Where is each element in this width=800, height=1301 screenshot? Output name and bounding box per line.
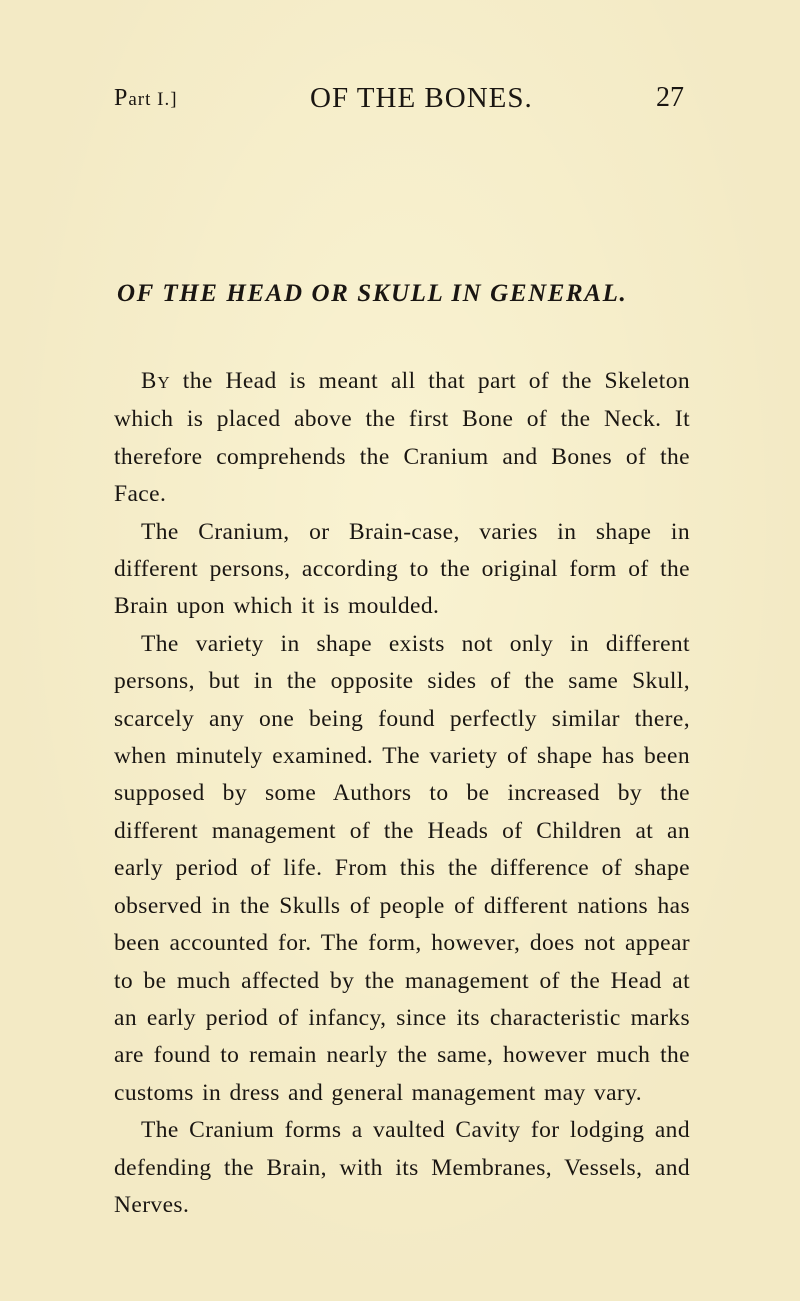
part-initial: P (114, 85, 129, 111)
page-header (114, 82, 684, 122)
lead-smallcaps: Y (157, 373, 171, 392)
part-rest: art I.] (128, 89, 178, 110)
paragraph-text: the Head is meant all that part of the Skeleton which is placed above the first Bone of the Neck. It therefore comprehends the Cranium and Bones of the Face. (114, 368, 690, 508)
part-label (114, 85, 178, 112)
paragraph: The Cranium forms a vaulted Cavity for lodging and defending the Brain, with its Membranes, Vessels, and Nerves. (114, 1117, 690, 1218)
lead-initial: B (141, 368, 158, 393)
body-text (114, 362, 690, 1224)
running-title: OF THE BONES. (310, 82, 533, 114)
paragraph: The Cranium, or Brain-case, varies in shape in different persons, according to the original form of the Brain upon which it is moulded. (114, 518, 690, 620)
page-number: 27 (656, 82, 684, 113)
paragraph: The variety in shape exists not only in different persons, but in the opposite sides of the same Skull, scarcely any one being found perfectly similar there, when minutely examined. The variety of shape has been supposed by some Authors to be increased by the different management of the Heads of Children at an early period of life. From this the difference of shape observed in the Skulls of people of different nations has been accounted for. The form, however, does not appear to be much affected by the management of the Head at an early period of infancy, since its characteristic marks are found to remain nearly the same, however much the customs in dress and general management may vary. (114, 630, 690, 1106)
paragraph (114, 362, 690, 514)
section-title: OF THE HEAD OR SKULL IN GENERAL. (117, 280, 628, 307)
